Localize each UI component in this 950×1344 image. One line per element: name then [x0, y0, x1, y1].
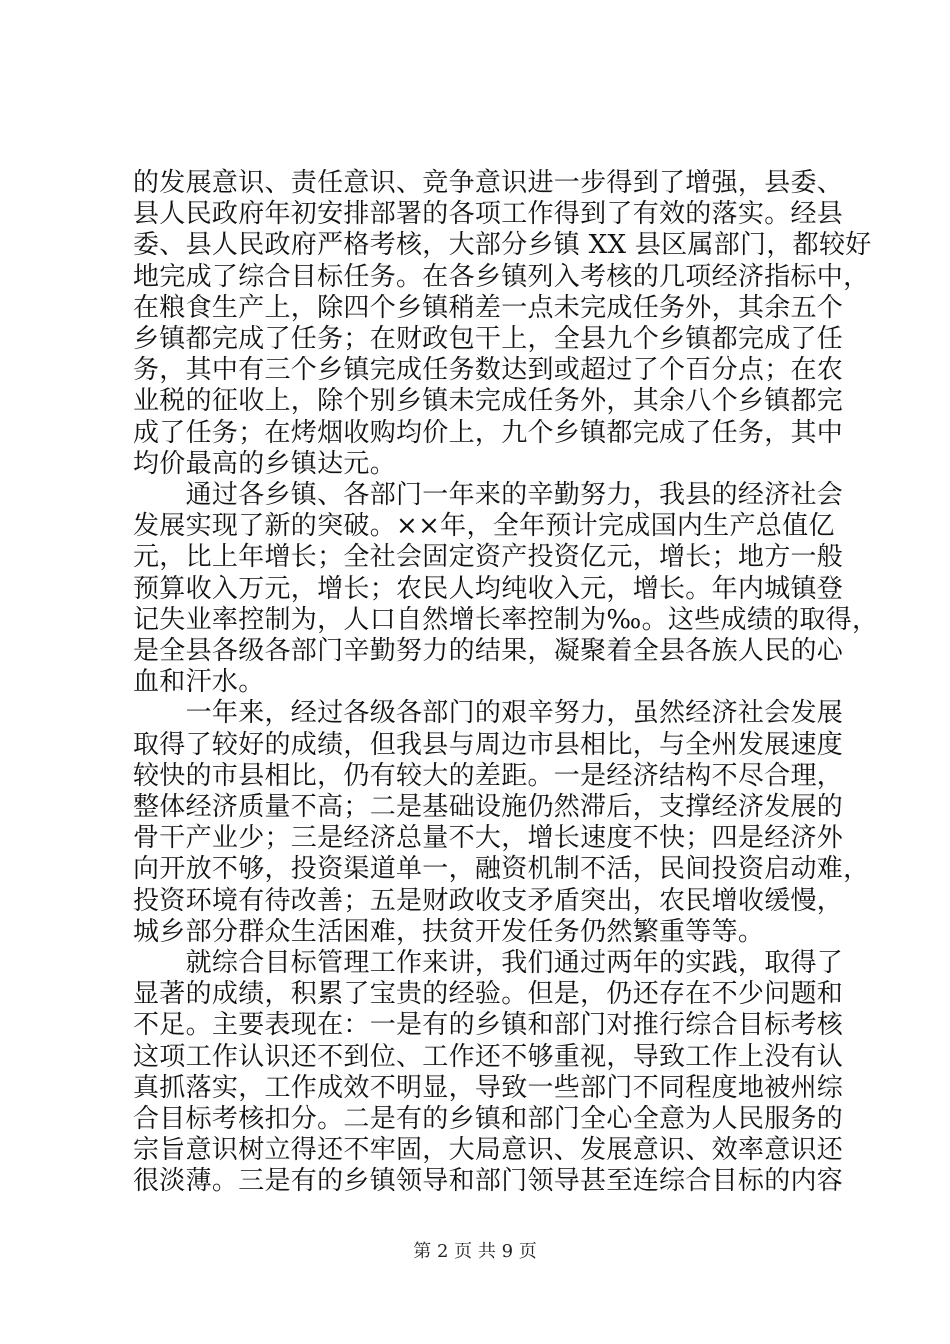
text-line: 不足。主要表现在：一是有的乡镇和部门对推行综合目标考核	[133, 1010, 844, 1040]
text-line: 显著的成绩，积累了宝贵的经验。但是，仍还存在不少问题和	[133, 979, 844, 1009]
text-line: 是全县各级各部门辛勤努力的结果，凝聚着全县各族人民的心	[133, 636, 844, 666]
text-line: 务，其中有三个乡镇完成任务数达到或超过了个百分点；在农	[133, 355, 844, 385]
text-line: 元，比上年增长；全社会固定资产投资亿元，增长；地方一般	[133, 542, 844, 572]
text-line: 骨干产业少；三是经济总量不大，增长速度不快；四是经济外	[133, 823, 844, 853]
text-line: 取得了较好的成绩，但我县与周边市县相比，与全州发展速度	[133, 730, 844, 760]
text-line: 真抓落实，工作成效不明显，导致一些部门不同程度地被州综	[133, 1073, 844, 1103]
text-line: 成了任务；在烤烟收购均价上，九个乡镇都完成了任务，其中	[133, 418, 844, 448]
text-line: 乡镇都完成了任务；在财政包干上，全县九个乡镇都完成了任	[133, 324, 844, 354]
text-line: 血和汗水。	[133, 667, 265, 697]
text-line: 发展实现了新的突破。××年，全年预计完成国内生产总值亿	[133, 511, 835, 541]
text-line: 城乡部分群众生活困难，扶贫开发任务仍然繁重等等。	[133, 917, 765, 947]
text-line: 均价最高的乡镇达元。	[133, 449, 397, 479]
text-line: 通过各乡镇、各部门一年来的辛勤努力，我县的经济社会	[133, 480, 844, 510]
text-line: 这项工作认识还不到位、工作还不够重视，导致工作上没有认	[133, 1042, 844, 1072]
text-line: 委、县人民政府严格考核，大部分乡镇 XX 县区属部门，都较好	[133, 230, 872, 260]
text-line: 的发展意识、责任意识、竞争意识进一步得到了增强，县委、	[133, 168, 844, 198]
text-line: 一年来，经过各级各部门的艰辛努力，虽然经济社会发展	[133, 698, 844, 728]
text-line: 就综合目标管理工作来讲，我们通过两年的实践，取得了	[133, 948, 844, 978]
text-line: 记失业率控制为，人口自然增长率控制为‰。这些成绩的取得，	[133, 605, 879, 635]
text-line: 整体经济质量不高；二是基础设施仍然滞后，支撑经济发展的	[133, 792, 844, 822]
page-number-footer: 第 2 页 共 9 页	[413, 1241, 537, 1262]
text-line: 县人民政府年初安排部署的各项工作得到了有效的落实。经县	[133, 199, 844, 229]
text-line: 地完成了综合目标任务。在各乡镇列入考核的几项经济指标中，	[133, 262, 870, 292]
text-line: 很淡薄。三是有的乡镇领导和部门领导甚至连综合目标的内容	[133, 1166, 844, 1196]
text-line: 合目标考核扣分。二是有的乡镇和部门全心全意为人民服务的	[133, 1104, 844, 1134]
text-line: 宗旨意识树立得还不牢固，大局意识、发展意识、效率意识还	[133, 1135, 844, 1165]
text-line: 投资环境有待改善；五是财政收支矛盾突出，农民增收缓慢，	[133, 886, 844, 916]
text-line: 较快的市县相比，仍有较大的差距。一是经济结构不尽合理，	[133, 761, 844, 791]
text-line: 预算收入万元，增长；农民人均纯收入元，增长。年内城镇登	[133, 574, 844, 604]
text-line: 在粮食生产上，除四个乡镇稍差一点未完成任务外，其余五个	[133, 293, 844, 323]
text-line: 向开放不够，投资渠道单一，融资机制不活，民间投资启动难，	[133, 854, 870, 884]
text-line: 业税的征收上，除个别乡镇未完成任务外，其余八个乡镇都完	[133, 386, 844, 416]
